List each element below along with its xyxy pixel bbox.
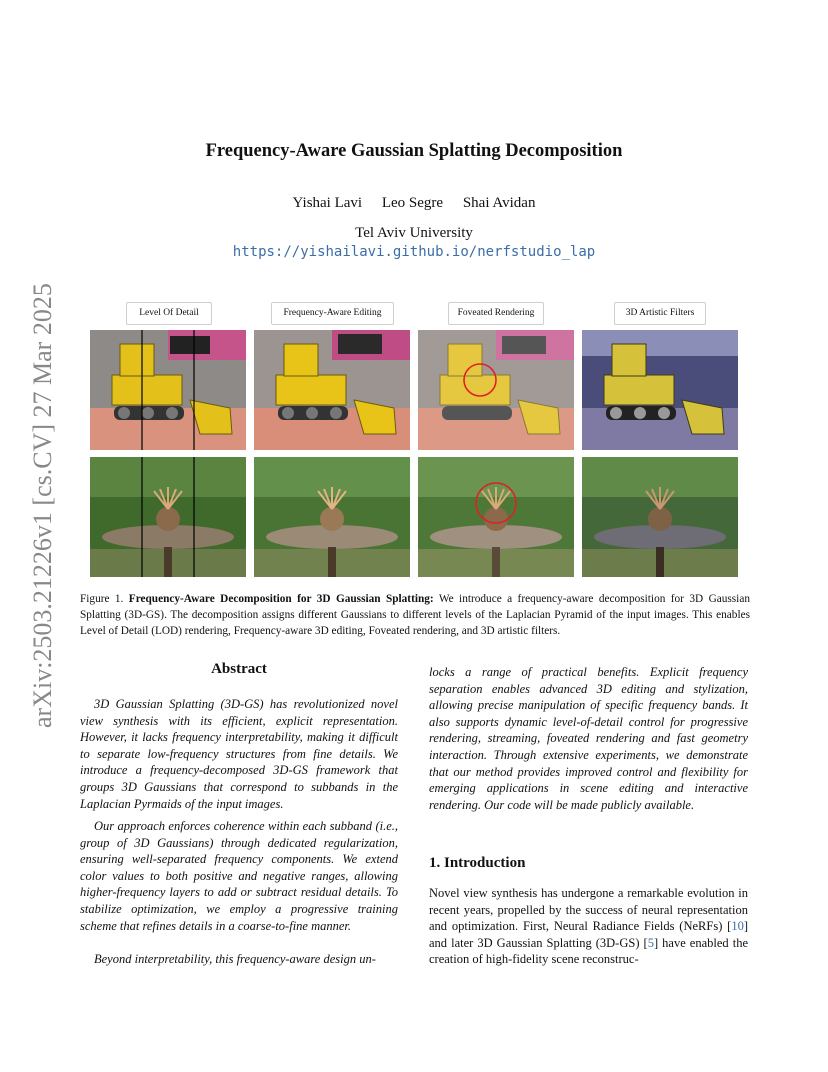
author-list [0,195,828,212]
caption-text: We introduce a frequency-aware decomposition for 3D Gaussian Splatting (3D-GS). The decomposition assigns different Gaussians to different levels of the Laplacian Pyramid of the input images. This enables Level of Detail (LOD) rendering, Frequency-aware 3D editing, Foveated rendering, and 3D artistic filters. [80,593,750,637]
author-name: Leo Segre [381,195,444,211]
image-lod-bulldozer [90,330,246,450]
abstract-heading: Abstract [211,661,267,677]
label-foveated-rendering: Foveated Rendering [448,302,544,325]
author-name: Shai Avidan [462,195,536,211]
introduction-heading: 1. Introduction [429,855,526,871]
introduction-paragraph: Novel view synthesis has undergone a remarkable evolution in recent years, propelled by the success of neural representation and optimization. First, Neural Radiance Fields (NeRFs) [10] and later 3D Gaussian Splatting (3D-GS) [5] have enabled the creation of high-fidelity scene reconstruc- [429,886,748,967]
image-foveated-garden [418,457,574,577]
image-lod-garden [90,457,246,577]
citation-link[interactable]: 5 [647,935,654,950]
label-level-of-detail: Level Of Detail [126,302,212,325]
abstract-paragraph-1: 3D Gaussian Splatting (3D-GS) has revolutionized novel view synthesis with its efficient, explicit representation. However, it lacks frequency interpretability, making it difficult to separate low-frequency structures from fine details. We introduce a frequency-decomposed 3D-GS framework that groups 3D Gaussians that correspond to subbands in the Laplacian Pyrmaids of the input images. [80,697,398,811]
abstract-paragraph-3: Beyond interpretability, this frequency-aware design un- [94,952,376,966]
image-artistic-garden [582,457,738,577]
label-3d-artistic-filters: 3D Artistic Filters [614,302,706,325]
caption-prefix: Figure 1. [80,593,129,605]
paper-title: Frequency-Aware Gaussian Splatting Decomposition [205,141,623,161]
image-foveated-bulldozer [418,330,574,450]
citation-link[interactable]: 10 [731,919,744,934]
image-editing-bulldozer [254,330,410,450]
caption-bold: Frequency-Aware Decomposition for 3D Gaussian Splatting: [128,593,434,605]
arxiv-stamp: arXiv:2503.21226v1 [cs.CV] 27 Mar 2025 [28,283,57,728]
image-artistic-bulldozer [582,330,738,450]
abstract-paragraph-3-continued: locks a range of practical benefits. Explicit frequency separation enables advanced 3D editing and stylization, allowing precise manipulation of specific frequency bands. It also supports dynamic level-of-detail control for progressive rendering, streaming, foveated rendering and fast geometry interaction. Through extensive experiments, we demonstrate that our method provides improved control and flexibility for emerging applications in scene editing and interactive rendering. Our code will be made publicly available. [429,665,748,812]
label-frequency-aware-editing: Frequency-Aware Editing [271,302,394,325]
author-name: Yishai Lavi [292,195,363,211]
affiliation: Tel Aviv University [355,225,473,241]
figure-caption [80,591,750,639]
abstract-paragraph-2: Our approach enforces coherence within each subband (i.e., group of 3D Gaussians) through dedicated regularization, ensuring well-separated frequency components. We extend color values to both positive and negative ranges, allowing higher-frequency layers to add or subtract residual details. To stabilize optimization, we employ a progressive training scheme that refines details in a coarse-to-fine manner. [80,819,398,933]
image-editing-garden [254,457,410,577]
project-url-link[interactable]: https://yishailavi.github.io/nerfstudio_lap [232,244,596,260]
